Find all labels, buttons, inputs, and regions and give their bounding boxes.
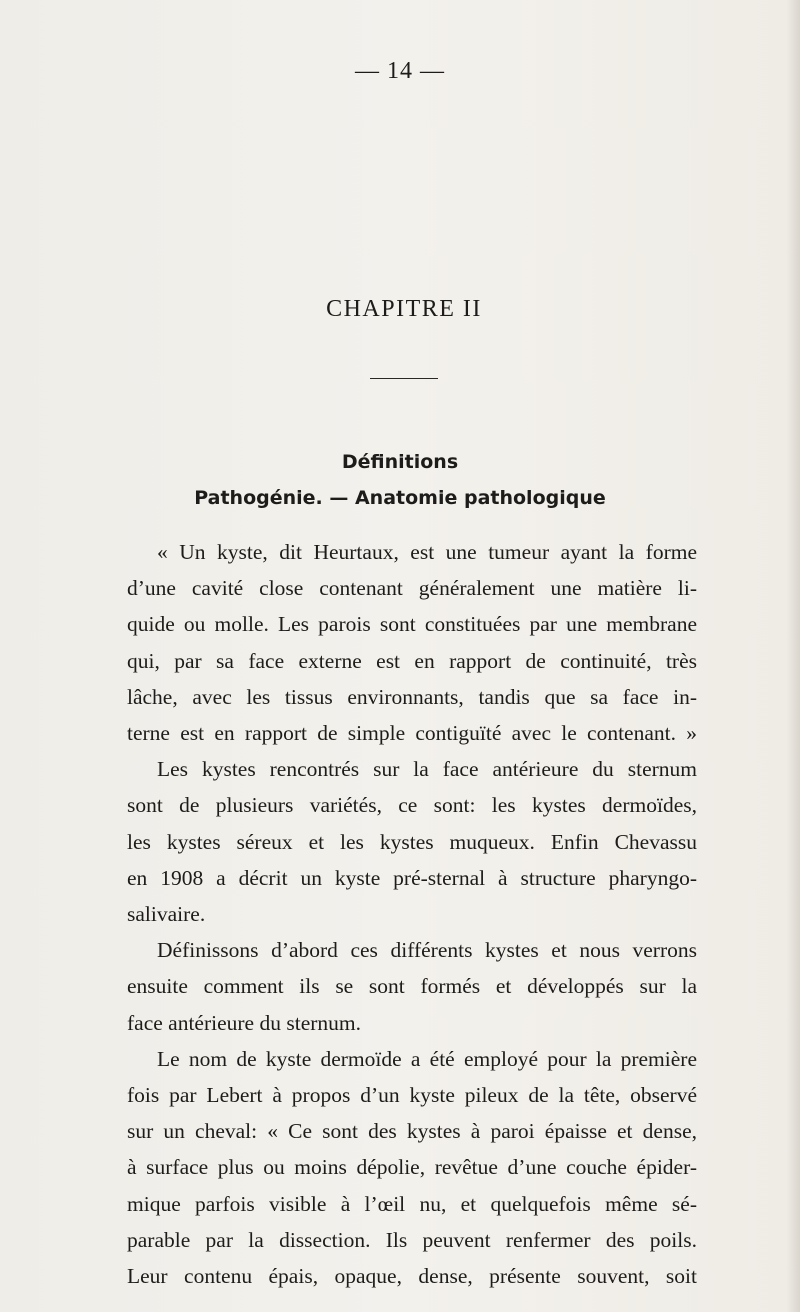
text-line: les kystes séreux et les kystes muqueux. Enfin Chevassu	[127, 829, 697, 854]
text-line: d’une cavité close contenant généralement une matière li-	[127, 576, 697, 601]
text-line: « Un kyste, dit Heurtaux, est une tumeur ayant la forme	[157, 540, 697, 564]
text-line: parable par la dissection. Ils peuvent renfermer des poils.	[127, 1227, 697, 1252]
body-text	[127, 534, 697, 1294]
separator-rule	[370, 378, 438, 379]
page-edge-shadow	[786, 0, 800, 1312]
page-number: — 14 —	[355, 58, 445, 84]
text-line: salivaire.	[127, 902, 206, 927]
section-title-pathogenie: Pathogénie. — Anatomie pathologique	[194, 487, 606, 509]
text-line: Le nom de kyste dermoïde a été employé pour la première	[157, 1046, 697, 1071]
text-line: sur un cheval: « Ce sont des kystes à paroi épaisse et dense,	[127, 1119, 697, 1144]
text-line: Les kystes rencontrés sur la face antérieure du sternum	[157, 757, 697, 782]
text-line: Leur contenu épais, opaque, dense, présente souvent, soit	[127, 1264, 697, 1289]
text-line: terne est en rapport de simple contiguïté avec le contenant. »	[127, 721, 697, 746]
text-line: ensuite comment ils se sont formés et développés sur la	[127, 974, 697, 999]
text-line: face antérieure du sternum.	[127, 1010, 361, 1035]
text-line: lâche, avec les tissus environnants, tandis que sa face in-	[127, 684, 697, 709]
text-line: qui, par sa face externe est en rapport de continuité, très	[127, 648, 697, 673]
chapter-title: CHAPITRE II	[326, 296, 482, 322]
text-line: à surface plus ou moins dépolie, revêtue d’une couche épider-	[127, 1155, 697, 1180]
text-line: fois par Lebert à propos d’un kyste pileux de la tête, observé	[127, 1083, 697, 1108]
text-line: en 1908 a décrit un kyste pré-sternal à structure pharyngo-	[127, 865, 697, 890]
section-title-definitions: Définitions	[341, 451, 459, 473]
text-line: quide ou molle. Les parois sont constituées par une membrane	[127, 612, 697, 637]
text-line: mique parfois visible à l’œil nu, et quelquefois même sé-	[127, 1191, 697, 1216]
text-line: sont de plusieurs variétés, ce sont: les kystes dermoïdes,	[127, 793, 697, 818]
text-line: Définissons d’abord ces différents kystes et nous verrons	[157, 938, 697, 963]
